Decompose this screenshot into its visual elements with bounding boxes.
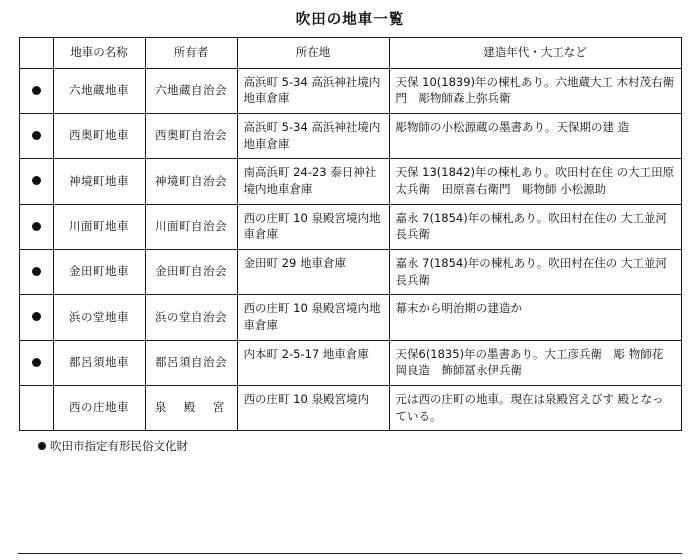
- jidanshi-place: 金田町 29 地車倉庫: [237, 250, 389, 295]
- jidanshi-notes: 天保 13(1842)年の棟札あり。吹田村在住 の大工田原太兵衛 田原喜右衛門 彫物師 小松源助: [389, 159, 681, 204]
- jidanshi-owner: 六地蔵自治会: [145, 68, 237, 113]
- bottom-rule: [18, 553, 682, 554]
- table-row: [19, 114, 681, 159]
- jidanshi-owner: 都呂須自治会: [145, 340, 237, 385]
- jidanshi-name: 金田町地車: [53, 250, 145, 295]
- jidanshi-notes: 嘉永 7(1854)年の棟札あり。吹田村在住の 大工並河長兵衛: [389, 250, 681, 295]
- table-row: [19, 159, 681, 204]
- jidanshi-owner: 泉 殿 宮: [145, 386, 237, 431]
- filled-circle-icon: [32, 131, 41, 140]
- designation-mark-cell: [19, 159, 53, 204]
- jidanshi-name: 西奥町地車: [53, 114, 145, 159]
- designation-mark-cell: [19, 204, 53, 249]
- jidanshi-place: 南高浜町 24-23 泰日神社境内地車倉庫: [237, 159, 389, 204]
- page-title: 吹田の地車一覧: [295, 12, 405, 28]
- jidanshi-place: 高浜町 5-34 高浜神社境内地車倉庫: [237, 68, 389, 113]
- jidanshi-notes: 天保6(1835)年の墨書あり。大工彦兵衛 彫 物師花岡良造 飾師冨永伊兵衛: [389, 340, 681, 385]
- designation-mark-cell: [19, 250, 53, 295]
- jidanshi-name: 浜の堂地車: [53, 295, 145, 340]
- jidanshi-place: 内本町 2-5-17 地車倉庫: [237, 340, 389, 385]
- footnote-text: 吹田市指定有形民俗文化財: [50, 439, 188, 454]
- jidanshi-owner: 浜の堂自治会: [145, 295, 237, 340]
- jidanshi-owner: 金田町自治会: [145, 250, 237, 295]
- table-row: [19, 250, 681, 295]
- jidanshi-place: 西の庄町 10 泉殿宮境内地車倉庫: [237, 295, 389, 340]
- table-row: [19, 68, 681, 113]
- jidanshi-place: 西の庄町 10 泉殿宮境内: [237, 386, 389, 431]
- jidanshi-place: 高浜町 5-34 高浜神社境内地車倉庫: [237, 114, 389, 159]
- table-header-row: [19, 38, 681, 69]
- jidanshi-name: 川面町地車: [53, 204, 145, 249]
- filled-circle-icon: [32, 176, 41, 185]
- jidanshi-notes: 天保 10(1839)年の棟札あり。六地蔵大工 木村茂右衛門 彫物師森上弥兵衛: [389, 68, 681, 113]
- table-row: [19, 340, 681, 385]
- table-row: [19, 386, 681, 431]
- table-header: [19, 38, 681, 69]
- jidanshi-notes: 嘉永 7(1854)年の棟札あり。吹田村在住の 大工並河長兵衛: [389, 204, 681, 249]
- jidanshi-name: 六地蔵地車: [53, 68, 145, 113]
- jidanshi-notes: 幕末から明治期の建造か: [389, 295, 681, 340]
- designation-mark-cell: [19, 114, 53, 159]
- filled-circle-icon: [32, 222, 41, 231]
- column-header-notes: 建造年代・大工など: [389, 38, 681, 69]
- filled-circle-icon: [32, 358, 41, 367]
- jidanshi-name: 西の庄地車: [53, 386, 145, 431]
- filled-circle-icon: [32, 86, 41, 95]
- column-header-place: 所在地: [237, 38, 389, 69]
- table-row: [19, 295, 681, 340]
- jidanshi-notes: 彫物師の小松源蔵の墨書あり。天保期の建 造: [389, 114, 681, 159]
- jidanshi-place: 西の庄町 10 泉殿宮境内地車倉庫: [237, 204, 389, 249]
- jidanshi-owner: 西奥町自治会: [145, 114, 237, 159]
- filled-circle-icon: [32, 312, 41, 321]
- designation-mark-cell: [19, 386, 53, 431]
- filled-circle-icon: [32, 267, 41, 276]
- jidanshi-table: [19, 37, 682, 431]
- jidanshi-name: 神境町地車: [53, 159, 145, 204]
- jidanshi-name: 都呂須地車: [53, 340, 145, 385]
- table-body: [19, 68, 681, 431]
- column-header-mark: [19, 38, 53, 69]
- designation-mark-cell: [19, 295, 53, 340]
- column-header-name: 地車の名称: [53, 38, 145, 69]
- column-header-owner: 所有者: [145, 38, 237, 69]
- table-row: [19, 204, 681, 249]
- jidanshi-notes: 元は西の庄町の地車。現在は泉殿宮えびす 殿となっている。: [389, 386, 681, 431]
- jidanshi-owner: 川面町自治会: [145, 204, 237, 249]
- filled-circle-icon: [38, 442, 46, 450]
- designation-mark-cell: [19, 68, 53, 113]
- jidanshi-owner: 神境町自治会: [145, 159, 237, 204]
- footnote: [38, 438, 680, 454]
- designation-mark-cell: [19, 340, 53, 385]
